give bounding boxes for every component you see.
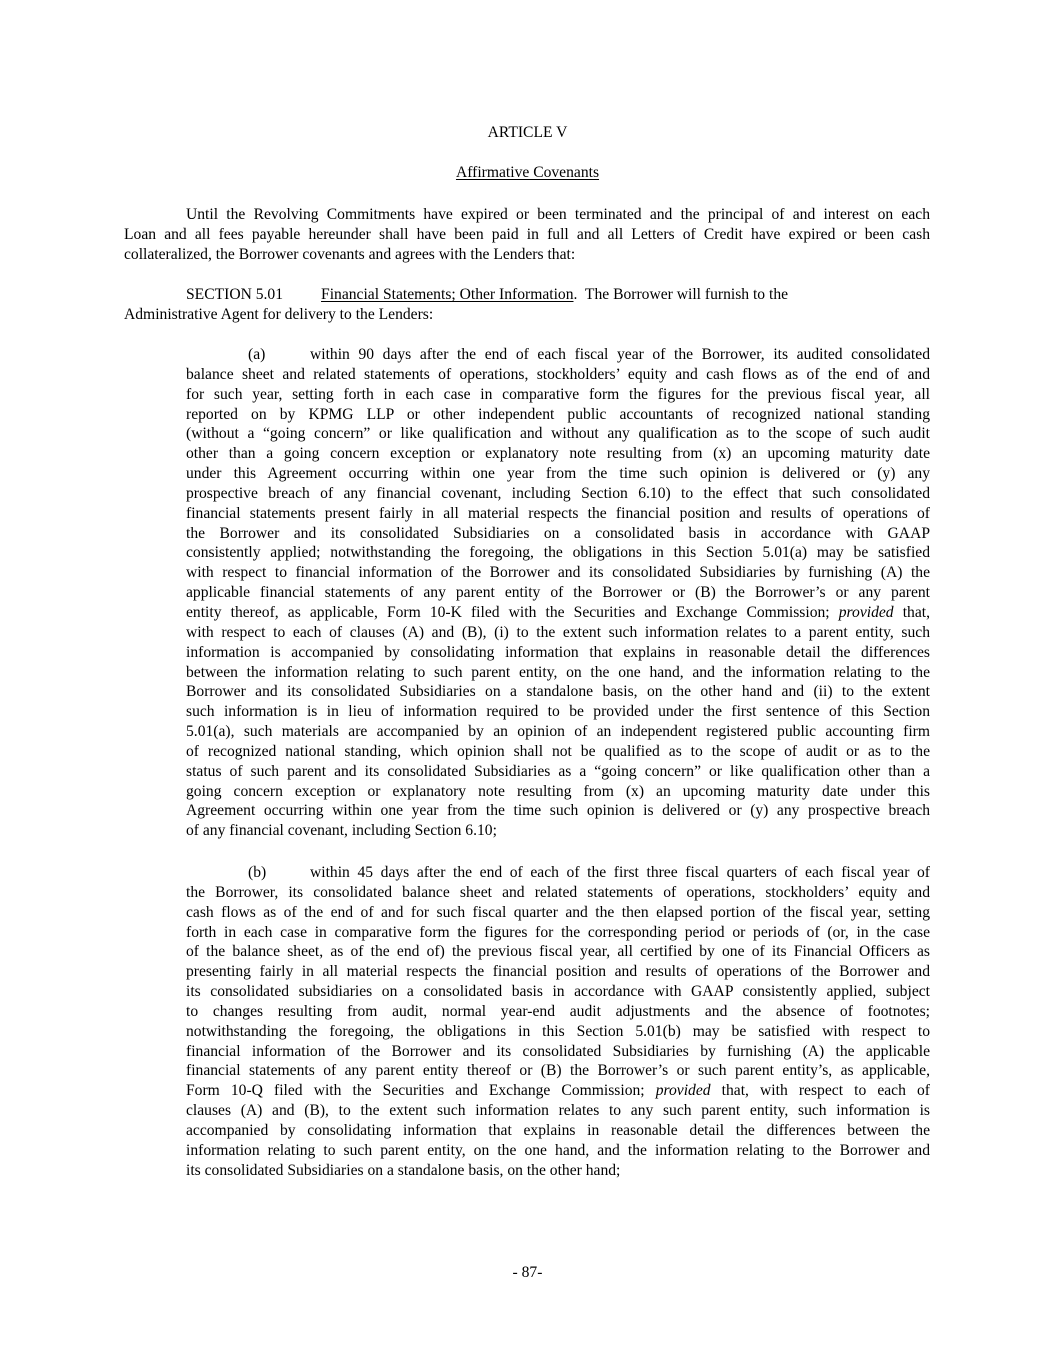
clause-a-line: applicable financial statements of any parent entity of the Borrower or (B) the Borrower’s or any parent <box>186 584 930 602</box>
clause-a-line: of any financial covenant, including Section 6.10; <box>186 822 497 840</box>
clause-a-line: between the information relating to such parent entity, on the one hand, and the information relating to the <box>186 663 930 681</box>
clause-a-line: prospective breach of any financial covenant, including Section 6.10) to the effect that such consolidated <box>186 484 930 502</box>
intro-line: collateralized, the Borrower covenants and agrees with the Lenders that: <box>124 245 576 263</box>
clause-a-line: (without a “going concern” or like qualification and without any qualification as to the scope of such audit <box>186 425 930 443</box>
clause-b <box>186 863 930 1181</box>
section-heading: Financial Statements; Other Information <box>321 286 574 303</box>
clause-a-text: entity thereof, as applicable, Form 10-K filed with the Securities and Exchange Commission; <box>186 603 839 621</box>
clause-a-line: Borrower and its consolidated Subsidiaries on a standalone basis, on the other hand and (ii) to the extent <box>186 683 930 701</box>
section-line-2: Administrative Agent for delivery to the Lenders: <box>124 305 434 323</box>
clause-a-line: such information is in lieu of information required to be provided under the first sentence of this Section <box>186 703 930 721</box>
clause-b-label: (b) <box>248 864 267 881</box>
clause-b-line: notwithstanding the foregoing, the obligations in this Section 5.01(b) may be satisfied with respect to <box>186 1022 930 1040</box>
intro-line: Loan and all fees payable hereunder shall have been paid in full and all Letters of Credit have expired or been cash <box>124 225 930 243</box>
clause-b-line: forth in each case in comparative form the figures for the corresponding period or periods of (or, in the case <box>186 923 930 941</box>
clause-b-text: that, with respect to each of <box>710 1082 930 1100</box>
clause-a-line: for such year, setting forth in each case in comparative form the figures for the previous fiscal year, all <box>186 385 930 403</box>
clause-a <box>186 345 930 841</box>
clause-b-line: the Borrower, its consolidated balance sheet and related statements of operations, stockholders’ equity and <box>186 883 930 901</box>
clause-b-first-line <box>186 863 930 883</box>
clause-a-line: under this Agreement occurring within one year from the time such opinion is delivered or (y) any <box>186 465 930 483</box>
clause-a-line: 5.01(a), such materials are accompanied by an opinion of an independent registered public accounting firm <box>186 723 930 741</box>
clause-b-line: clauses (A) and (B), to the extent such information relates to any such parent entity, such information is <box>186 1102 930 1120</box>
clause-b-text: Form 10-Q filed with the Securities and Exchange Commission; <box>186 1082 656 1100</box>
clause-a-text: that, <box>893 603 930 621</box>
clause-b-line: cash flows as of the end of and for such fiscal quarter and the then elapsed portion of the fiscal year, setting <box>186 903 930 921</box>
clause-a-line: of recognized national standing, which opinion shall not be qualified as to the scope of audit or as to the <box>186 742 930 760</box>
clause-a-line: the Borrower and its consolidated Subsidiaries on a consolidated basis in accordance with GAAP <box>186 524 930 542</box>
clause-b-line-provided <box>186 1081 930 1101</box>
provided-italic: provided <box>655 1082 711 1100</box>
section-number: SECTION 5.01 <box>186 286 284 303</box>
clause-a-line: reported on by KPMG LLP or other independent public accountants of recognized national standing <box>186 405 930 423</box>
clause-a-line: status of such parent and its consolidated Subsidiaries as a “going concern” or like qualification other than a <box>186 762 930 780</box>
clause-a-line: within 90 days after the end of each fiscal year of the Borrower, its audited consolidated <box>310 346 930 363</box>
clause-b-line: to changes resulting from audit, normal year-end audit adjustments and the absence of footnotes; <box>186 1002 930 1020</box>
clause-b-line: within 45 days after the end of each of the first three fiscal quarters of each fiscal year of <box>310 864 930 881</box>
clause-b-line: financial statements of any parent entity thereof or (B) the Borrower’s or such parent entity’s, as applicable, <box>186 1062 930 1080</box>
clause-a-line: balance sheet and related statements of operations, stockholders’ equity and cash flows as of the end of and <box>186 365 930 383</box>
clause-a-first-line <box>186 345 930 365</box>
section-lead: . The Borrower will furnish to the <box>573 286 789 303</box>
section-heading-line <box>124 285 930 305</box>
clause-a-line: consistently applied; notwithstanding the foregoing, the obligations in this Section 5.01(a) may be satisfied <box>186 544 930 562</box>
clause-b-line: its consolidated Subsidiaries on a standalone basis, on the other hand; <box>186 1161 621 1179</box>
section-5-01 <box>124 285 930 325</box>
article-number: ARTICLE V <box>487 124 568 141</box>
clause-b-line: presenting fairly in all material respects the financial position and results of operations of the Borrower and <box>186 963 930 981</box>
clause-a-line: with respect to financial information of the Borrower and its consolidated Subsidiaries by furnishing (A) the <box>186 564 930 582</box>
clause-a-line: going concern exception or explanatory note resulting from (x) an upcoming maturity date under this <box>186 782 930 800</box>
clause-a-line: financial statements present fairly in all material respects the financial position and results of operations of <box>186 504 930 522</box>
clause-b-line: of the balance sheet, as of the end of) the previous fiscal year, all certified by one of its Financial Officers as <box>186 943 930 961</box>
provided-italic: provided <box>838 603 894 621</box>
clause-a-line: other than a going concern exception or explanatory note resulting from (x) an upcoming maturity date <box>186 445 930 463</box>
clause-a-line: with respect to each of clauses (A) and (B), (i) to the extent such information relates to a parent entity, such <box>186 623 930 641</box>
article-title-wrap <box>0 164 1055 182</box>
clause-a-line: Agreement occurring within one year from the time such opinion is delivered or (y) any prospective breach <box>186 802 930 820</box>
clause-b-line: financial information of the Borrower and its consolidated Subsidiaries by furnishing (A) the applicable <box>186 1042 930 1060</box>
clause-b-line: accompanied by consolidating information that explains in reasonable detail the differences between the <box>186 1121 930 1139</box>
clause-b-line: information relating to such parent entity, on the one hand, and the information relating to the Borrower and <box>186 1141 930 1159</box>
page-number: - 87- <box>512 1264 543 1281</box>
intro-paragraph <box>124 205 930 265</box>
clause-a-label: (a) <box>248 346 266 363</box>
clause-b-line: its consolidated subsidiaries on a consolidated basis in accordance with GAAP consistently applied, subject <box>186 983 930 1001</box>
article-title: Affirmative Covenants <box>455 164 600 181</box>
intro-line: Until the Revolving Commitments have expired or been terminated and the principal of and interest on each <box>186 206 930 223</box>
clause-a-line-provided <box>186 603 930 623</box>
clause-a-line: information is accompanied by consolidating information that explains in reasonable detail the differences <box>186 643 930 661</box>
